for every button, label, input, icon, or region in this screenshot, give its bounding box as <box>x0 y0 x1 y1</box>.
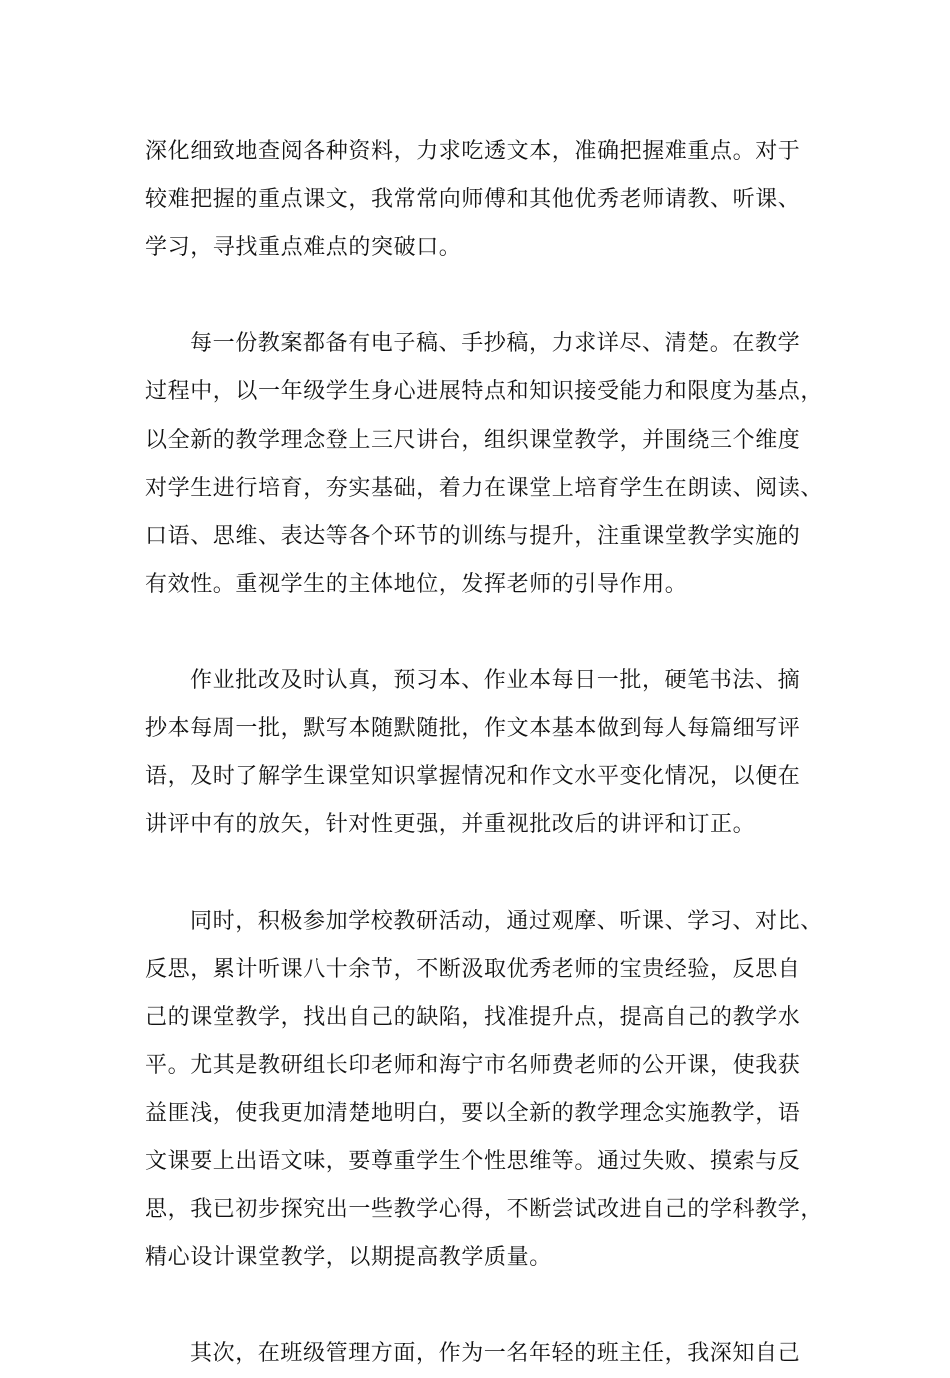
text-line: 较难把握的重点课文，我常常向师傅和其他优秀老师请教、听课、 <box>145 187 801 213</box>
paragraph-gap <box>145 849 825 897</box>
paragraph-gap <box>145 272 825 320</box>
paragraph <box>145 898 825 1283</box>
text-line: 讲评中有的放矢，针对性更强，并重视批改后的讲评和订正。 <box>145 812 756 838</box>
paragraph <box>145 657 825 849</box>
paragraph <box>145 320 825 609</box>
text-line: 益匪浅，使我更加清楚地明白，要以全新的教学理念实施教学，语 <box>145 1100 801 1126</box>
text-line: 口语、思维、表达等各个环节的训练与提升，注重课堂教学实施的 <box>145 523 801 549</box>
text-line: 有效性。重视学生的主体地位，发挥老师的引导作用。 <box>145 571 688 597</box>
text-line: 抄本每周一批，默写本随默随批，作文本基本做到每人每篇细写评 <box>145 716 801 742</box>
text-line: 过程中，以一年级学生身心进展特点和知识接受能力和限度为基点， <box>145 379 824 405</box>
paragraph-gap <box>145 609 825 657</box>
paragraph <box>145 1330 825 1378</box>
text-line: 深化细致地查阅各种资料，力求吃透文本，准确把握难重点。对于 <box>145 139 801 164</box>
text-line: 学习，寻找重点难点的突破口。 <box>145 235 462 261</box>
paragraph <box>145 128 825 272</box>
text-line: 每一份教案都备有电子稿、手抄稿，力求详尽、清楚。在教学 <box>190 331 801 357</box>
text-line: 平。尤其是教研组长印老师和海宁市名师费老师的公开课，使我获 <box>145 1052 801 1078</box>
text-line: 以全新的教学理念登上三尺讲台，组织课堂教学，并围绕三个维度 <box>145 427 801 453</box>
text-line: 对学生进行培育，夯实基础，着力在课堂上培育学生在朗读、阅读、 <box>145 475 824 501</box>
text-line: 作业批改及时认真，预习本、作业本每日一批，硬笔书法、摘 <box>190 668 801 694</box>
text-line: 文课要上出语文味，要尊重学生个性思维等。通过失败、摸索与反 <box>145 1148 801 1174</box>
text-line: 反思，累计听课八十余节，不断汲取优秀老师的宝贵经验，反思自 <box>145 956 801 982</box>
paragraph-gap <box>145 1282 825 1330</box>
text-line: 同时，积极参加学校教研活动，通过观摩、听课、学习、对比、 <box>190 908 823 934</box>
text-line: 其次，在班级管理方面，作为一名年轻的班主任，我深知自己 <box>190 1341 801 1367</box>
document-body <box>145 128 825 1378</box>
text-line: 精心设计课堂教学，以期提高教学质量。 <box>145 1245 552 1271</box>
text-line: 己的课堂教学，找出自己的缺陷，找准提升点，提高自己的教学水 <box>145 1004 801 1030</box>
text-line: 思，我已初步探究出一些教学心得，不断尝试改进自己的学科教学， <box>145 1197 824 1223</box>
text-line: 语，及时了解学生课堂知识掌握情况和作文水平变化情况，以便在 <box>145 764 801 790</box>
